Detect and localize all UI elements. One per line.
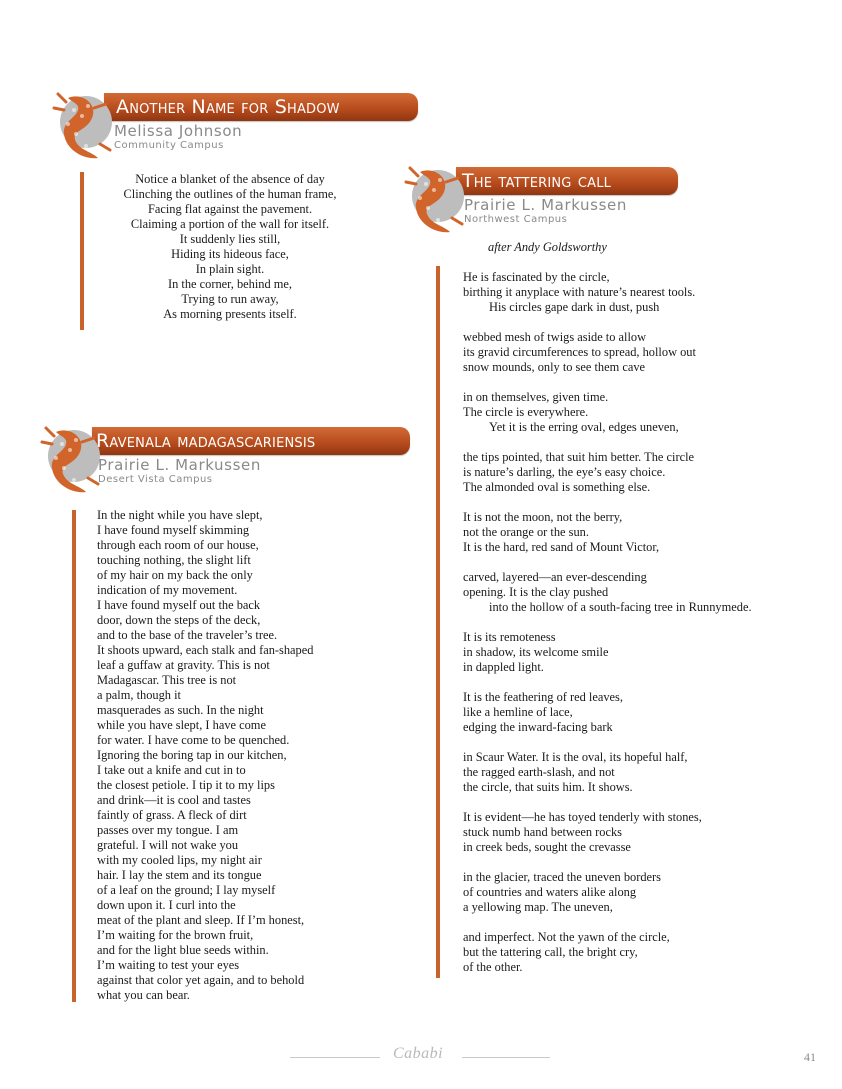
poem-line: with my cooled lips, my night air [97,853,262,867]
poem2-title-bar [92,427,410,455]
poem1-rule [80,172,84,330]
poem-line: stuck numb hand between rocks [463,825,622,839]
poem-line: In the corner, behind me, [167,277,293,291]
poem2-body [97,508,397,1003]
poem-line: but the tattering call, the bright cry, [463,945,638,959]
poem-line: of countries and waters alike along [463,885,637,899]
poem-line: in Scaur Water. It is the oval, its hopeful half, [463,750,688,764]
poem-line: Madagascar. This tree is not [97,673,237,687]
poem1-body [90,172,370,322]
poem-line: He is fascinated by the circle, [463,270,610,284]
poem-line: birthing it anyplace with nature’s nearest tools. [463,285,696,299]
stanza-break [463,795,803,810]
footer-rule-left [290,1057,380,1058]
poem-line: its gravid circumferences to spread, hollow out [463,345,696,359]
poem1-author: Melissa Johnson [114,122,243,140]
poem-line: a palm, though it [97,688,181,702]
poem-line: through each room of our house, [97,538,259,552]
poem-line: and to the base of the traveler’s tree. [97,628,278,642]
poem-line: into the hollow of a south-facing tree in Runnymede. [489,600,752,614]
stanza-break [463,675,803,690]
stanza-break [463,375,803,390]
poem-line: down upon it. I curl into the [97,898,236,912]
stanza-break [463,615,803,630]
poem-line: I’m waiting for the brown fruit, [97,928,254,942]
poem-line: I have found myself skimming [97,523,250,537]
page-number: 41 [804,1050,816,1064]
poem-line: I have found myself out the back [97,598,261,612]
poem-line: Notice a blanket of the absence of day [135,172,325,186]
poem-line: is nature’s darling, the eye’s easy choice. [463,465,666,479]
poem-line: a yellowing map. The uneven, [463,900,613,914]
poem1-campus: Community Campus [114,140,224,151]
stanza-break [463,735,803,750]
poem-line: in creek beds, sought the crevasse [463,840,631,854]
poem-line: in the glacier, traced the uneven borders [463,870,662,884]
poem1-header [48,88,428,164]
poem3-campus: Northwest Campus [464,214,568,225]
footer-rule-right [462,1057,550,1058]
poem-line: It is its remoteness [463,630,556,644]
poem3-title: The tattering call [462,170,612,192]
poem-line: snow mounds, only to see them cave [463,360,646,374]
poem3-author: Prairie L. Markussen [464,196,627,214]
stanza-break [463,315,803,330]
stanza-break [463,435,803,450]
poem-line: against that color yet again, and to behold [97,973,305,987]
poem-line: the closest petiole. I tip it to my lips [97,778,275,792]
poem-line: for water. I have come to be quenched. [97,733,290,747]
poem-line: As morning presents itself. [163,307,297,321]
poem-line: passes over my tongue. I am [97,823,239,837]
poem-line: I’m waiting to test your eyes [97,958,240,972]
poem-line: The almonded oval is something else. [463,480,651,494]
poem-line: It is the feathering of red leaves, [463,690,623,704]
poem1-title: Another Name for Shadow [116,96,340,118]
poem-line: Claiming a portion of the wall for itself. [130,217,330,231]
poem-line: of the other. [463,960,523,974]
poem-line: Facing flat against the pavement. [147,202,313,216]
stanza-break [463,555,803,570]
lizard-emblem-icon [400,162,472,238]
poem-line: Yet it is the erring oval, edges uneven, [489,420,679,434]
poem-line: masquerades as such. In the night [97,703,264,717]
poem-line: In plain sight. [195,262,265,276]
poem-line: hair. I lay the stem and its tongue [97,868,262,882]
poem2-header [36,422,416,498]
poem-line: what you can bear. [97,988,190,1002]
poem-line: leaf a guffaw at gravity. This is not [97,658,270,672]
poem-line: in dappled light. [463,660,544,674]
poem-line: It is the hard, red sand of Mount Victor, [463,540,660,554]
poem-line: door, down the steps of the deck, [97,613,261,627]
poem-line: It suddenly lies still, [179,232,281,246]
poem-line: opening. It is the clay pushed [463,585,609,599]
poem-line: Trying to run away, [181,292,279,306]
poem-line: of a leaf on the ground; I lay myself [97,883,276,897]
poem-line: I take out a knife and cut in to [97,763,246,777]
poem3-body [463,270,803,975]
poem-line: carved, layered—an ever-descending [463,570,647,584]
poem-line: and drink—it is cool and tastes [97,793,251,807]
poem-line: of my hair on my back the only [97,568,253,582]
poem-line: faintly of grass. A fleck of dirt [97,808,247,822]
poem1-title-bar [104,93,418,121]
poem-line: His circles gape dark in dust, push [489,300,660,314]
poem3-header [400,162,690,238]
poem-line: touching nothing, the slight lift [97,553,251,567]
poem2-rule [72,510,76,1002]
poem2-campus: Desert Vista Campus [98,474,213,485]
poem-line: the tips pointed, that suit him better. The circle [463,450,695,464]
poem-line: Hiding its hideous face, [171,247,289,261]
lizard-emblem-icon [48,88,120,164]
poem2-author: Prairie L. Markussen [98,456,261,474]
poem-line: Ignoring the boring tap in our kitchen, [97,748,287,762]
poem-line: It shoots upward, each stalk and fan-shaped [97,643,314,657]
poem-line: edging the inward-facing bark [463,720,613,734]
poem-line: It is evident—he has toyed tenderly with stones, [463,810,702,824]
stanza-break [463,915,803,930]
poem-line: and imperfect. Not the yawn of the circle, [463,930,670,944]
poem3-rule [436,266,440,978]
footer-logo: Cababi [392,1045,444,1062]
poem3-dedication: after Andy Goldsworthy [488,240,607,254]
poem-line: webbed mesh of twigs aside to allow [463,330,647,344]
poem-line: In the night while you have slept, [97,508,263,522]
poem-line: in on themselves, given time. [463,390,609,404]
stanza-break [463,855,803,870]
poem-line: the circle, that suits him. It shows. [463,780,633,794]
poem-line: indication of my movement. [97,583,238,597]
poem-line: the ragged earth-slash, and not [463,765,615,779]
poem-line: like a hemline of lace, [463,705,573,719]
poem-line: It is not the moon, not the berry, [463,510,623,524]
stanza-break [463,495,803,510]
poem-line: not the orange or the sun. [463,525,589,539]
poem2-title: Ravenala madagascariensis [96,430,316,452]
poem-line: in shadow, its welcome smile [463,645,609,659]
poem-line: and for the light blue seeds within. [97,943,269,957]
poem-line: while you have slept, I have come [97,718,266,732]
poem-line: The circle is everywhere. [463,405,589,419]
poem-line: grateful. I will not wake you [97,838,239,852]
poem3-title-bar [456,167,678,195]
poem-line: Clinching the outlines of the human frame, [123,187,337,201]
poem-line: meat of the plant and sleep. If I’m honest, [97,913,305,927]
